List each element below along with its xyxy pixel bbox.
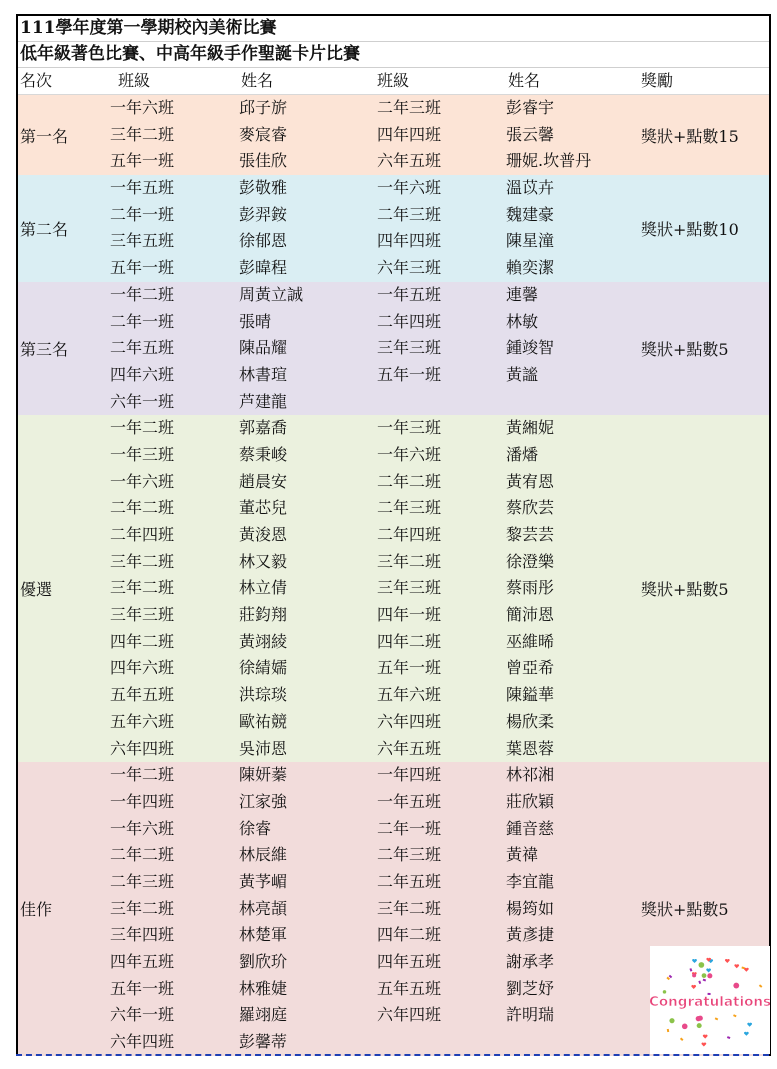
- name-cell: 葉恩蓉: [506, 738, 555, 758]
- name-cell: 許明瑞: [506, 1005, 555, 1025]
- class-cell: 六年四班: [110, 1032, 175, 1052]
- class-cell: 一年五班: [377, 791, 442, 811]
- name-cell: 林立倩: [239, 578, 288, 598]
- confetti-piece: [706, 968, 711, 972]
- class-cell: 六年四班: [110, 738, 175, 758]
- name-cell: [506, 1029, 639, 1056]
- confetti-heart-icon: [650, 946, 770, 1054]
- confetti-piece: [727, 1036, 731, 1039]
- class-cell: 六年四班: [377, 711, 442, 731]
- congratulations-sticker: [650, 946, 770, 1054]
- class-cell: 二年一班: [110, 311, 175, 331]
- name-cell: 潘燔: [506, 444, 539, 464]
- confetti-piece: [744, 968, 749, 972]
- class-cell: 二年二班: [110, 498, 175, 518]
- header-class-1: 班級: [118, 71, 151, 90]
- class-cell: 一年四班: [110, 791, 175, 811]
- class-cell: [373, 1029, 506, 1056]
- class-cell: 四年五班: [110, 952, 175, 971]
- name-cell: 彭敬雅: [239, 178, 288, 198]
- class-cell: 一年四班: [377, 765, 442, 785]
- class-cell: 四年二班: [377, 925, 442, 945]
- results-sheet: [16, 14, 771, 1056]
- name-cell: 蔡雨彤: [506, 578, 555, 598]
- name-cell: 張晴: [239, 311, 272, 331]
- name-cell: 徐澄樂: [506, 551, 555, 571]
- confetti-piece: [707, 973, 712, 978]
- confetti-piece: [691, 985, 696, 989]
- confetti-piece: [669, 975, 673, 978]
- class-cell: [373, 389, 506, 416]
- name-cell: 林又毅: [239, 551, 288, 571]
- class-cell: 六年四班: [377, 1005, 442, 1025]
- name-cell: 陳妍蓁: [239, 765, 288, 785]
- name-cell: 魏建豪: [506, 204, 555, 224]
- confetti-piece: [759, 984, 763, 987]
- name-cell: 彭馨蒂: [239, 1032, 288, 1052]
- class-cell: 一年六班: [377, 178, 442, 198]
- class-cell: 五年六班: [377, 685, 442, 705]
- rank-label: 第二名: [20, 219, 69, 239]
- award-label: 獎狀+點數5: [641, 900, 729, 920]
- name-cell: 黃翊綾: [239, 631, 288, 651]
- class-cell: 三年五班: [110, 231, 175, 251]
- name-cell: 張云馨: [506, 124, 555, 144]
- name-cell: 黃彥捷: [506, 925, 555, 945]
- class-cell: 三年二班: [110, 578, 175, 598]
- header-award: 獎勵: [641, 71, 674, 90]
- confetti-piece: [703, 1035, 708, 1039]
- name-cell: 陳鎰華: [506, 685, 555, 705]
- name-cell: 徐綪嬬: [239, 658, 288, 678]
- confetti-piece: [741, 966, 744, 969]
- class-cell: 二年五班: [377, 871, 442, 891]
- name-cell: 林祁湘: [506, 765, 555, 785]
- class-cell: 三年二班: [110, 898, 175, 918]
- award-label: 獎狀+點數15: [641, 126, 739, 146]
- class-cell: 二年五班: [110, 338, 175, 358]
- class-cell: 二年四班: [377, 525, 442, 544]
- rank-label: 第三名: [20, 340, 69, 360]
- name-cell: 芦建龍: [239, 391, 288, 411]
- name-cell: 周黃立誠: [239, 284, 304, 304]
- class-cell: 一年六班: [110, 471, 175, 491]
- title-line-2: 低年級著色比賽、中高年級手作聖誕卡片比賽: [18, 42, 769, 68]
- confetti-piece: [696, 1016, 701, 1021]
- name-cell: 吳沛恩: [239, 738, 288, 758]
- class-cell: 四年一班: [377, 605, 442, 625]
- award-label: 獎狀+點數5: [641, 580, 729, 600]
- rank-label: 優選: [20, 580, 53, 600]
- confetti-piece: [698, 981, 701, 985]
- confetti-piece: [733, 983, 739, 989]
- confetti-piece: [715, 1017, 719, 1020]
- group-3: [18, 415, 769, 762]
- class-cell: 六年一班: [110, 391, 175, 411]
- class-cell: 四年六班: [110, 364, 175, 384]
- class-cell: 三年三班: [377, 578, 442, 598]
- confetti-piece: [702, 1043, 707, 1047]
- class-cell: 六年五班: [377, 151, 442, 171]
- class-cell: 五年六班: [110, 711, 175, 731]
- name-cell: 劉芝妤: [506, 978, 555, 998]
- header-class-2: 班級: [377, 71, 410, 90]
- header-name-1: 姓名: [241, 71, 274, 90]
- name-cell: 陳品耀: [239, 338, 288, 358]
- name-cell: 林楚軍: [239, 925, 288, 945]
- class-cell: 一年二班: [110, 284, 175, 304]
- class-cell: 四年二班: [110, 631, 175, 651]
- name-cell: 陳星潼: [506, 231, 555, 251]
- name-cell: 黃緗妮: [506, 418, 555, 438]
- name-cell: 蔡秉峻: [239, 444, 288, 464]
- name-cell: 曾亞希: [506, 658, 555, 678]
- class-cell: 一年三班: [110, 444, 175, 464]
- class-cell: 二年四班: [110, 525, 175, 544]
- class-cell: 二年三班: [110, 871, 175, 891]
- name-cell: 溫苡卉: [506, 178, 555, 198]
- name-cell: 歐祐競: [239, 711, 288, 731]
- confetti-piece: [692, 959, 697, 963]
- class-cell: 二年四班: [377, 311, 442, 331]
- class-cell: 三年三班: [110, 605, 175, 625]
- name-cell: 黃禕: [506, 845, 539, 865]
- name-cell: 李宜龍: [506, 871, 555, 891]
- name-cell: 郭嘉喬: [239, 418, 288, 438]
- name-cell: 趙晨安: [239, 471, 288, 491]
- class-cell: 三年三班: [377, 338, 442, 358]
- class-cell: 五年五班: [110, 685, 175, 705]
- class-cell: 一年六班: [377, 444, 442, 464]
- name-cell: 巫維晞: [506, 631, 555, 651]
- name-cell: 黃宥恩: [506, 471, 555, 491]
- sticker-text: Congratulations: [650, 994, 770, 1010]
- class-cell: 五年五班: [377, 978, 442, 998]
- title-line-1: 111學年度第一學期校內美術比賽: [18, 16, 769, 42]
- name-cell: 羅翊庭: [239, 1005, 288, 1025]
- confetti-piece: [682, 1024, 688, 1030]
- confetti-piece: [733, 1014, 737, 1017]
- name-cell: 林辰維: [239, 845, 288, 865]
- name-cell: 黎芸芸: [506, 525, 555, 544]
- name-cell: 徐睿: [239, 818, 272, 838]
- name-cell: 董芯兒: [239, 498, 288, 518]
- class-cell: 四年二班: [377, 631, 442, 651]
- name-cell: 彭羿銨: [239, 204, 288, 224]
- name-cell: 彭睿宇: [506, 98, 555, 117]
- name-cell: 彭暐程: [239, 258, 288, 278]
- rank-label: 第一名: [20, 126, 69, 146]
- class-cell: 五年一班: [110, 258, 175, 278]
- class-cell: 五年一班: [377, 658, 442, 678]
- class-cell: 四年五班: [377, 952, 442, 971]
- class-cell: 一年二班: [110, 765, 175, 785]
- group-2: [18, 282, 769, 415]
- page-break-line: [16, 1054, 769, 1056]
- class-cell: 五年一班: [110, 151, 175, 171]
- confetti-piece: [702, 973, 707, 978]
- name-cell: 鍾竣智: [506, 338, 555, 358]
- confetti-piece: [725, 959, 730, 963]
- confetti-piece: [689, 968, 692, 972]
- confetti-piece: [747, 1023, 752, 1027]
- name-cell: 蔡欣芸: [506, 498, 555, 518]
- class-cell: 二年一班: [377, 818, 442, 838]
- class-cell: 三年二班: [377, 898, 442, 918]
- confetti-piece: [680, 1037, 684, 1040]
- class-cell: 六年一班: [110, 1005, 175, 1025]
- name-cell: 麥宸睿: [239, 124, 288, 144]
- class-cell: 三年四班: [110, 925, 175, 945]
- name-cell: 黃芧嵋: [239, 871, 288, 891]
- header-name-2: 姓名: [508, 71, 541, 90]
- class-cell: 二年二班: [377, 471, 442, 491]
- class-cell: 一年五班: [377, 284, 442, 304]
- class-cell: 一年六班: [110, 818, 175, 838]
- award-label: 獎狀+點數5: [641, 340, 729, 360]
- name-cell: 林亮頡: [239, 898, 288, 918]
- class-cell: 一年三班: [377, 418, 442, 438]
- rank-label: 佳作: [20, 900, 53, 920]
- header-rank: 名次: [20, 71, 53, 90]
- class-cell: 二年三班: [377, 98, 442, 117]
- class-cell: 二年三班: [377, 204, 442, 224]
- name-cell: 莊欣穎: [506, 791, 555, 811]
- name-cell: 鍾音慈: [506, 818, 555, 838]
- name-cell: 林書瑄: [239, 364, 288, 384]
- confetti-piece: [692, 973, 696, 977]
- class-cell: 一年五班: [110, 178, 175, 198]
- name-cell: 黃謐: [506, 364, 539, 384]
- class-cell: 三年二班: [110, 124, 175, 144]
- name-cell: 洪琮琰: [239, 685, 288, 705]
- name-cell: 江家強: [239, 791, 288, 811]
- class-cell: 五年一班: [110, 978, 175, 998]
- name-cell: 珊妮.坎普丹: [506, 151, 592, 171]
- header-row: [18, 68, 769, 95]
- confetti-piece: [699, 962, 705, 968]
- name-cell: 張佳欣: [239, 151, 288, 171]
- name-cell: 楊筠如: [506, 898, 555, 918]
- confetti-piece: [669, 1018, 674, 1023]
- name-cell: 連馨: [506, 284, 539, 304]
- name-cell: 莊鈞翔: [239, 605, 288, 625]
- name-cell: [506, 389, 639, 416]
- group-1: [18, 175, 769, 282]
- confetti-piece: [667, 1029, 669, 1032]
- class-cell: 二年三班: [377, 845, 442, 865]
- class-cell: 二年三班: [377, 498, 442, 518]
- class-cell: 二年一班: [110, 204, 175, 224]
- name-cell: 林雅婕: [239, 978, 288, 998]
- name-cell: 楊欣柔: [506, 711, 555, 731]
- group-0: [18, 95, 769, 175]
- confetti-piece: [666, 977, 670, 980]
- class-cell: 六年五班: [377, 738, 442, 758]
- name-cell: 邱子旂: [239, 98, 288, 117]
- award-label: 獎狀+點數10: [641, 219, 739, 239]
- class-cell: 二年二班: [110, 845, 175, 865]
- name-cell: 徐郁恩: [239, 231, 288, 251]
- name-cell: 賴奕潔: [506, 258, 555, 278]
- confetti-piece: [734, 964, 739, 968]
- name-cell: 林敏: [506, 311, 539, 331]
- class-cell: 五年一班: [377, 364, 442, 384]
- name-cell: 劉欣玠: [239, 952, 288, 971]
- name-cell: 簡沛恩: [506, 605, 555, 625]
- name-cell: 黃浚恩: [239, 525, 288, 544]
- confetti-piece: [703, 979, 707, 982]
- class-cell: 四年四班: [377, 231, 442, 251]
- class-cell: 四年四班: [377, 124, 442, 144]
- class-cell: 三年二班: [377, 551, 442, 571]
- class-cell: 四年六班: [110, 658, 175, 678]
- class-cell: 一年六班: [110, 98, 175, 117]
- class-cell: 三年二班: [110, 551, 175, 571]
- award-groups: [18, 95, 769, 1056]
- confetti-piece: [697, 1023, 702, 1028]
- class-cell: 六年三班: [377, 258, 442, 278]
- confetti-piece: [744, 1032, 749, 1036]
- name-cell: 謝承孝: [506, 952, 555, 971]
- class-cell: 一年二班: [110, 418, 175, 438]
